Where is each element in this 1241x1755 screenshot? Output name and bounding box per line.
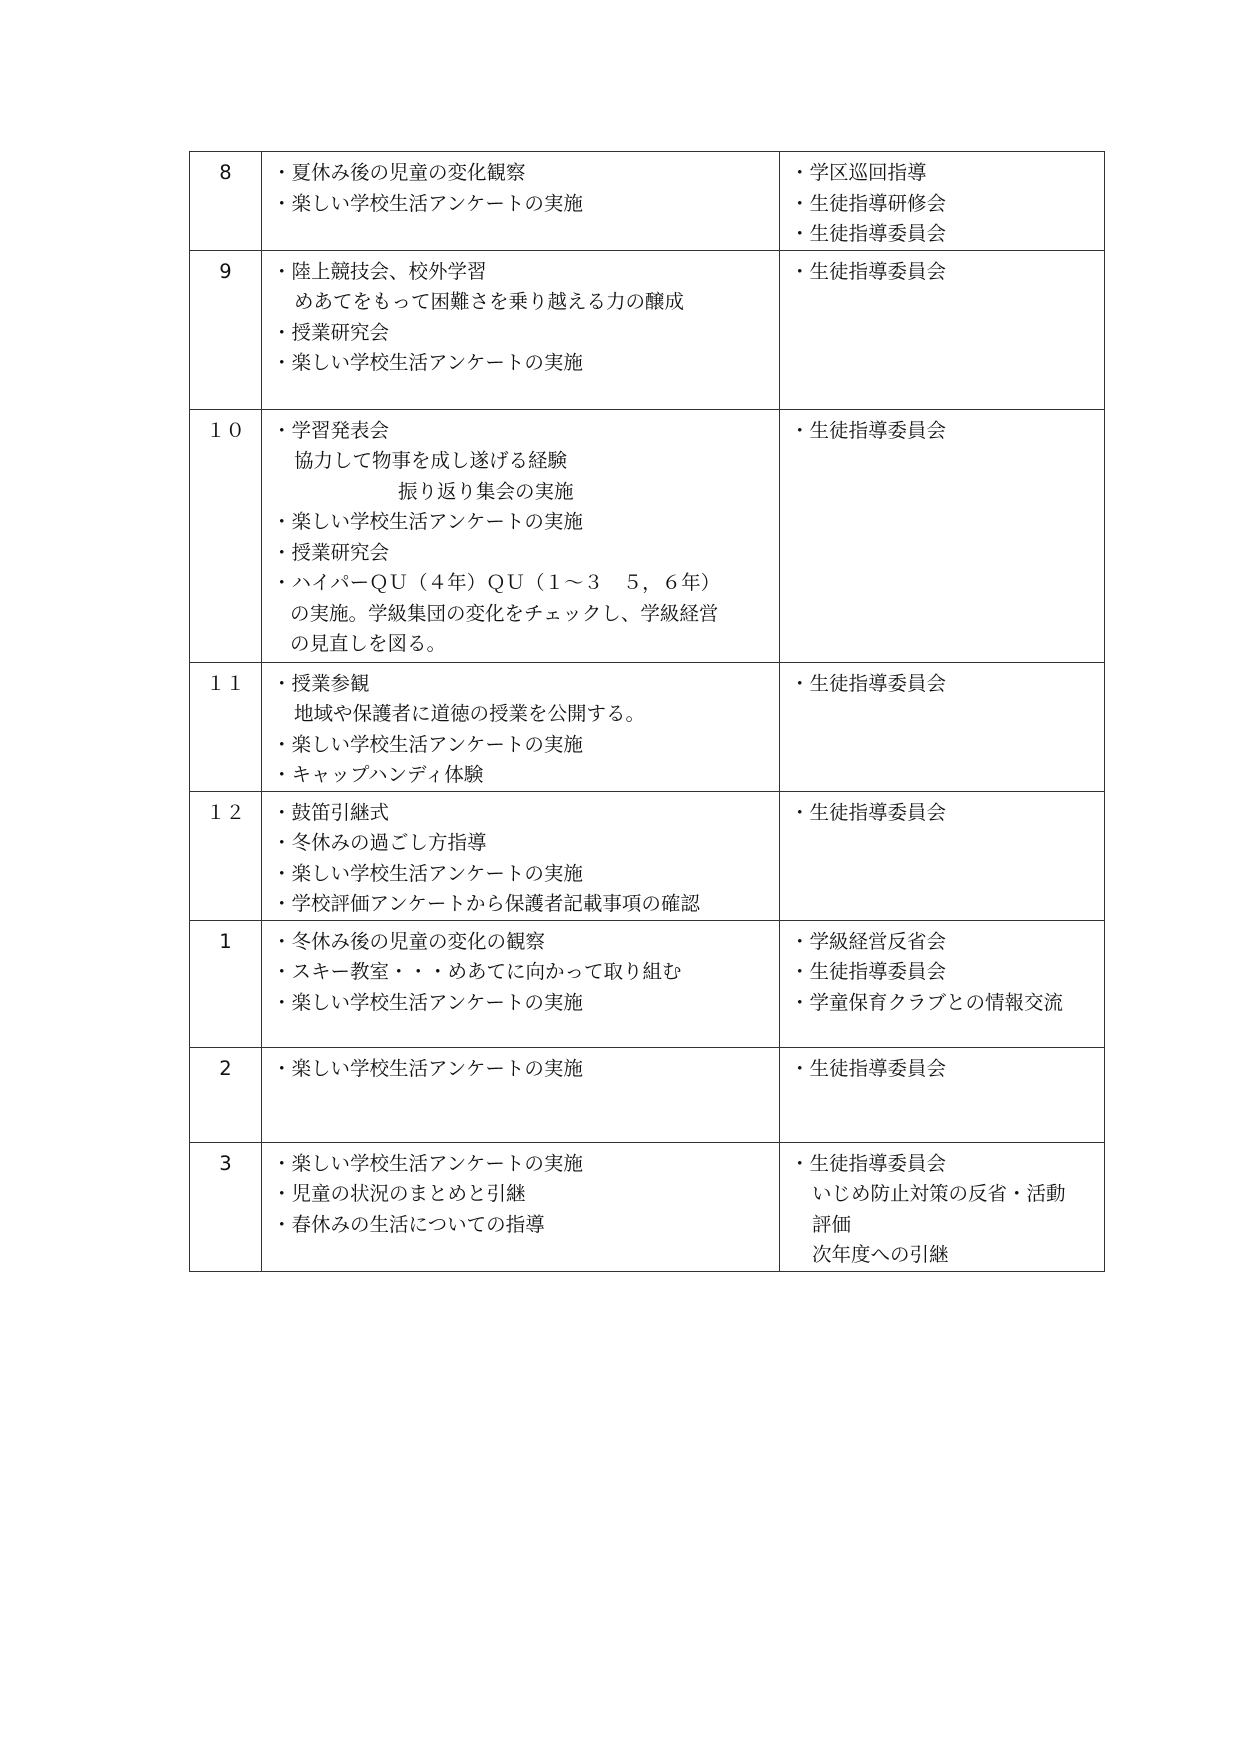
activity-line: 振り返り集会の実施 (398, 479, 574, 503)
activities-cell (262, 1142, 780, 1271)
activity-line: ・楽しい学校生活アンケートの実施 (272, 510, 583, 533)
organization-cell (780, 920, 1105, 1047)
month-cell: 2 (190, 1047, 262, 1142)
table-row (190, 1142, 1105, 1271)
table-row (190, 1047, 1105, 1142)
organization-cell (780, 791, 1105, 920)
organization-line: ・生徒指導委員会 (790, 800, 947, 824)
month-cell: 1 (190, 920, 262, 1047)
organization-line: ・学童保育クラブとの情報交流 (790, 990, 1064, 1014)
activities-cell (262, 152, 780, 251)
organization-line: ・生徒指導委員会 (790, 222, 947, 245)
organization-line: 評価 (812, 1212, 852, 1236)
activity-line: の実施。学級集団の変化をチェックし、学級経営 (290, 601, 719, 625)
organization-line: ・生徒指導委員会 (790, 418, 947, 442)
activities-cell (262, 1047, 780, 1142)
table-row (190, 250, 1105, 409)
organization-line: ・生徒指導委員会 (790, 1056, 947, 1080)
activity-line: ・楽しい学校生活アンケートの実施 (272, 990, 583, 1014)
activity-line: 地域や保護者に道徳の授業を公開する。 (294, 702, 646, 725)
organization-line: ・生徒指導委員会 (790, 960, 947, 983)
activity-line: ・キャップハンディ体験 (272, 763, 484, 786)
month-cell: 9 (190, 250, 262, 409)
activity-line: ・冬休み後の児童の変化の観察 (272, 929, 546, 953)
activity-line: ・春休みの生活についての指導 (272, 1212, 545, 1236)
organization-line: ・生徒指導委員会 (790, 1151, 947, 1175)
organization-cell (780, 250, 1105, 409)
organization-line: ・生徒指導研修会 (790, 191, 947, 215)
activity-line: ・授業参観 (272, 671, 370, 695)
activity-line: ・授業研究会 (272, 540, 390, 564)
activities-cell (262, 920, 780, 1047)
activity-line: ・楽しい学校生活アンケートの実施 (272, 732, 583, 756)
organization-line: いじめ防止対策の反省・活動 (812, 1182, 1066, 1205)
monthly-guidance-plan-table (189, 151, 1105, 1272)
activity-line: ・鼓笛引継式 (272, 800, 390, 824)
activity-line: めあてをもって困難さを乗り越える力の醸成 (294, 290, 685, 313)
activities-cell (262, 662, 780, 791)
month-cell: １１ (190, 662, 262, 791)
activities-cell (262, 791, 780, 920)
activity-line: ・楽しい学校生活アンケートの実施 (272, 1151, 583, 1175)
activity-line: ・授業研究会 (272, 320, 390, 344)
organization-cell (780, 1142, 1105, 1271)
organization-cell (780, 662, 1105, 791)
table-row (190, 152, 1105, 251)
activity-line: ・楽しい学校生活アンケートの実施 (272, 191, 583, 215)
organization-line: ・生徒指導委員会 (790, 259, 947, 283)
month-cell: １２ (190, 791, 262, 920)
organization-cell (780, 1047, 1105, 1142)
month-cell: １０ (190, 409, 262, 662)
organization-cell (780, 409, 1105, 662)
table-row (190, 662, 1105, 791)
month-cell: 8 (190, 152, 262, 251)
activity-line: ・ハイパーＱＵ（４年）ＱＵ（１～３ ５，６年） (272, 571, 721, 594)
activities-cell (262, 250, 780, 409)
activity-line: ・学校評価アンケートから保護者記載事項の確認 (272, 892, 700, 915)
activity-line: の見直しを図る。 (290, 632, 447, 655)
activities-cell (262, 409, 780, 662)
activity-line: ・楽しい学校生活アンケートの実施 (272, 351, 583, 374)
activity-line: ・スキー教室・・・めあてに向かって取り組む (272, 960, 682, 983)
activity-line: ・冬休みの過ごし方指導 (272, 831, 487, 854)
table-row (190, 920, 1105, 1047)
activity-line: ・楽しい学校生活アンケートの実施 (272, 1056, 583, 1080)
activity-line: ・夏休み後の児童の変化観察 (272, 161, 526, 184)
organization-line: ・学級経営反省会 (790, 929, 947, 953)
activity-line: ・児童の状況のまとめと引継 (272, 1182, 526, 1205)
table-row (190, 409, 1105, 662)
activity-line: ・陸上競技会、校外学習 (272, 259, 487, 283)
organization-cell (780, 152, 1105, 251)
organization-line: 次年度への引継 (812, 1243, 949, 1266)
activity-line: ・楽しい学校生活アンケートの実施 (272, 861, 583, 885)
activity-line: 協力して物事を成し遂げる経験 (294, 449, 568, 472)
organization-line: ・学区巡回指導 (790, 161, 927, 184)
table-row (190, 791, 1105, 920)
month-cell: 3 (190, 1142, 262, 1271)
activity-line: ・学習発表会 (272, 418, 390, 442)
organization-line: ・生徒指導委員会 (790, 671, 947, 695)
